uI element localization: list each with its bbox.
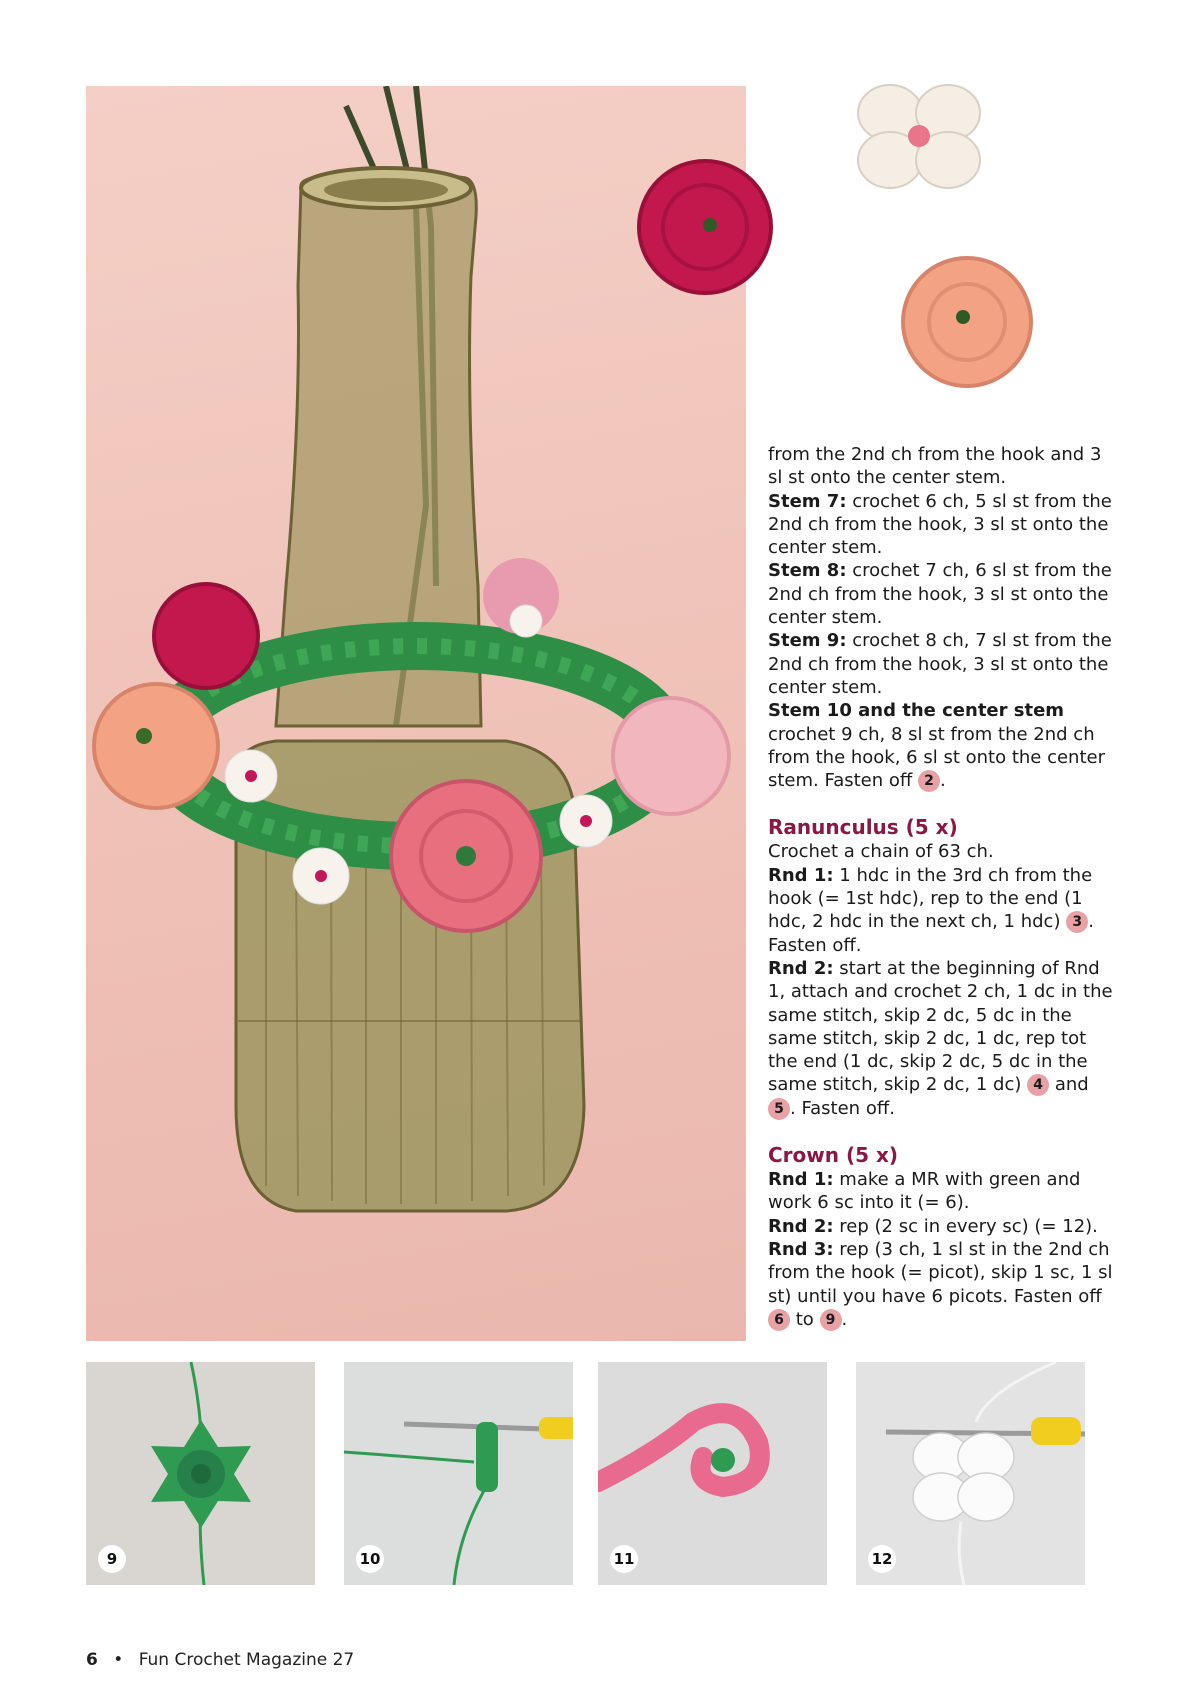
crown-heading: Crown (5 x) <box>768 1143 899 1168</box>
ranunculus-rnd1: Rnd 1: 1 hdc in the 3rd ch from the hook (= 1st hdc), rep to the end (1 hdc, 2 hdc in the next ch, 1 hdc) 3 . Fasten off. <box>768 864 1094 956</box>
step-ref-badge: 9 <box>820 1309 842 1331</box>
page-footer <box>86 1650 354 1670</box>
paragraph-continued: from the 2nd ch from the hook and 3 sl st onto the center stem. <box>768 444 1102 489</box>
step-number-badge: 12 <box>868 1545 896 1573</box>
stem-10-paragraph: crochet 9 ch, 8 sl st from the 2nd ch from the hook, 6 sl st onto the center stem. Fasten off 2 . <box>768 723 1105 792</box>
step-number-badge: 11 <box>610 1545 638 1573</box>
step-photo-9 <box>86 1362 315 1585</box>
stem-9-paragraph: Stem 9: crochet 8 ch, 7 sl st from the 2nd ch from the hook, 3 sl st onto the center stem. <box>768 630 1112 698</box>
step-ref-badge: 6 <box>768 1309 790 1331</box>
stem-8-paragraph: Stem 8: crochet 7 ch, 6 sl st from the 2nd ch from the hook, 3 sl st onto the center stem. <box>768 560 1112 629</box>
stem-7-paragraph: Stem 7: crochet 6 ch, 5 sl st from the 2nd ch from the hook, 3 sl st onto the center stem. <box>768 490 1112 559</box>
white-flower-image <box>850 78 985 193</box>
step-ref-badge: 3 <box>1066 911 1088 933</box>
step-photo-12 <box>856 1362 1085 1585</box>
footer-bullet: • <box>113 1650 124 1670</box>
crown-rnd2: Rnd 2: rep (2 sc in every sc) (= 12). <box>768 1215 1098 1237</box>
step-number-badge: 10 <box>356 1545 384 1573</box>
crown-rnd1: Rnd 1: make a MR with green and work 6 sc into it (= 6). <box>768 1169 1081 1214</box>
peach-ranunculus-image <box>895 255 1040 390</box>
ranunculus-heading: Ranunculus (5 x) <box>768 815 958 840</box>
page-number: 6 <box>86 1650 98 1670</box>
stem-10-heading: Stem 10 and the center stem <box>768 700 1065 722</box>
magazine-title: Fun Crochet Magazine 27 <box>138 1650 355 1670</box>
ranunculus-intro: Crochet a chain of 63 ch. <box>768 841 994 863</box>
magenta-ranunculus-image <box>630 155 780 295</box>
ranunculus-rnd2: Rnd 2: start at the beginning of Rnd 1, attach and crochet 2 ch, 1 dc in the same stitch, skip 2 dc, 5 dc in the same stitch, skip 2 dc, 1 dc, rep tot the end (1 dc, skip 2 dc, 5 dc in the same stitch, skip 2 dc, 1 dc) 4 and 5 . Fasten off. <box>768 957 1113 1119</box>
step-number-badge: 9 <box>98 1545 126 1573</box>
step-ref-badge: 4 <box>1027 1074 1049 1096</box>
step-ref-badge: 5 <box>768 1098 790 1120</box>
instructions-column <box>768 443 1113 1331</box>
step-ref-badge: 2 <box>918 770 940 792</box>
crown-rnd3: Rnd 3: rep (3 ch, 1 sl st in the 2nd ch from the hook (= picot), skip 1 sc, 1 sl st) until you have 6 picots. Fasten off 6 to 9 . <box>768 1238 1113 1330</box>
step-photo-10 <box>344 1362 573 1585</box>
step-photo-11 <box>598 1362 827 1585</box>
